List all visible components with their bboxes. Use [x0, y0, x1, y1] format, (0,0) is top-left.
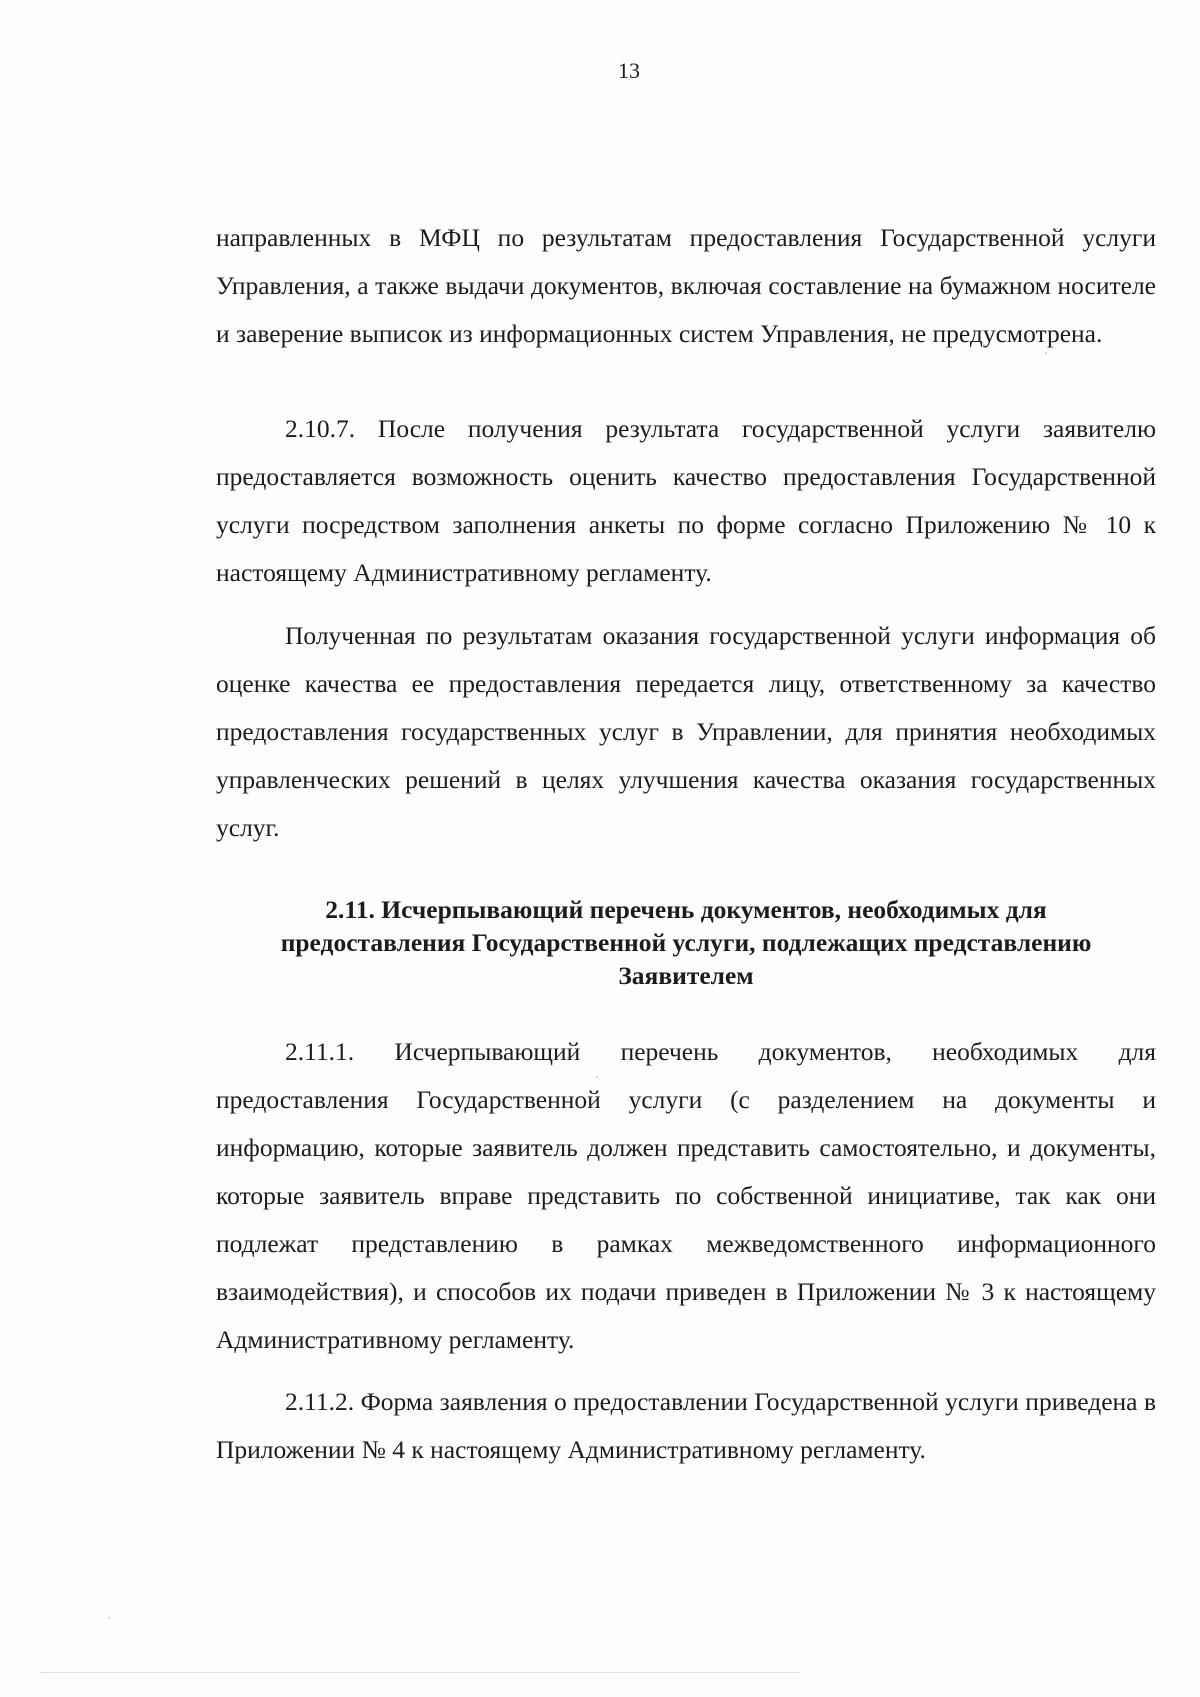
- scan-artifact-line: [40, 1672, 800, 1673]
- section-heading-line: Заявителем: [618, 961, 754, 990]
- paragraph-quality-information: Полученная по результатам оказания государственной услуги информация об оценке качества ее предоставления передается лицу, ответственному за качество предоставления государственных услуг в Управлении, для принятия необходимых управленческих решений в целях улучшения качества оказания государственных услуг.: [216, 621, 1156, 842]
- scan-speck: [1045, 352, 1047, 354]
- scan-speck: [596, 1076, 598, 1078]
- paragraph-2-11-2: 2.11.2. Форма заявления о предоставлении Государственной услуги приведена в Приложении № 4 к настоящему Административному регламенту.: [216, 1387, 1156, 1464]
- section-heading-2-11: [216, 893, 1156, 992]
- paragraph-2-11-1: 2.11.1. Исчерпывающий перечень документов, необходимых для предоставления Государственной услуги (с разделением на документы и информацию, которые заявитель должен представить самостоятельно, и документы, которые заявитель вправе представить по собственной инициативе, так как они подлежат представлению в рамках межведомственного информационного взаимодействия), и способов их подачи приведен в Приложении № 3 к настоящему Административному регламенту.: [216, 1037, 1156, 1354]
- section-heading-line: предоставления Государственной услуги, подлежащих представлению: [280, 928, 1092, 957]
- page-number: 13: [618, 58, 640, 83]
- paragraph-2-10-7: 2.10.7. После получения результата государственной услуги заявителю предоставляется возможность оценить качество предоставления Государственной услуги посредством заполнения анкеты по форме согласно Приложению № 10 к настоящему Административному регламенту.: [216, 414, 1156, 587]
- section-heading-line: 2.11. Исчерпывающий перечень документов, необходимых для: [325, 895, 1047, 924]
- scan-speck: [108, 1617, 110, 1619]
- paragraph-mfc-documents: направленных в МФЦ по результатам предоставления Государственной услуги Управления, а также выдачи документов, включая составление на бумажном носителе и заверение выписок из информационных систем Управления, не предусмотрена.: [216, 223, 1156, 348]
